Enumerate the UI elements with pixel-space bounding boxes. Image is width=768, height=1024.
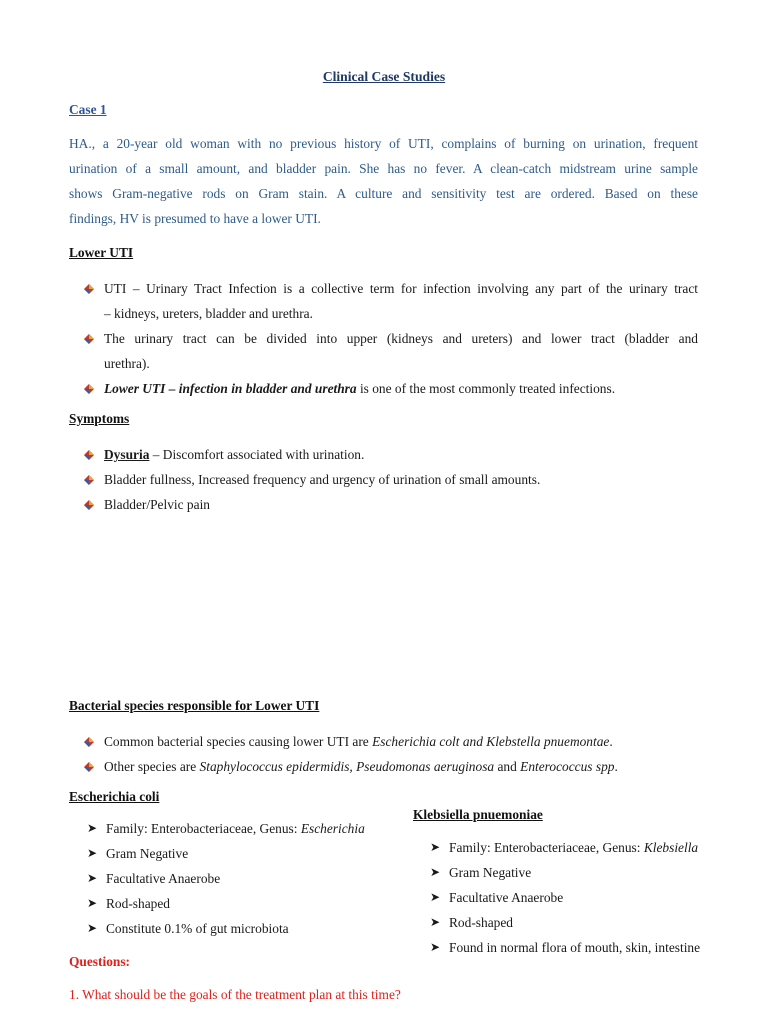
bullet-text: is one of the most commonly treated infections.: [356, 381, 616, 396]
ecoli-heading: Escherichia coli: [69, 789, 160, 804]
case-line: urination of a small amount, and bladder pain. She has no fever. A clean-catch midstream urine sample: [69, 161, 698, 176]
arrowhead-bullet-icon: ➤: [86, 871, 98, 885]
arrowhead-bullet-icon: ➤: [86, 896, 98, 910]
bullet-text: Facultative Anaerobe: [106, 871, 221, 886]
species-names: Staphylococcus epidermidis, Pseudomonas aeruginosa: [199, 759, 495, 774]
arrowhead-bullet-icon: ➤: [429, 840, 441, 854]
lower-uti-definition: Lower UTI – infection in bladder and urethra: [104, 381, 357, 396]
question-1: 1. What should be the goals of the treatment plan at this time?: [69, 987, 401, 1002]
arrowhead-bullet-icon: ➤: [429, 865, 441, 879]
bullet-text: .: [609, 734, 613, 749]
bullet-text: Rod-shaped: [106, 896, 170, 911]
arrowhead-bullet-icon: ➤: [429, 890, 441, 904]
questions-heading: Questions:: [69, 954, 131, 969]
diamond-bullet-icon: [84, 384, 94, 394]
bullet-text: Bladder/Pelvic pain: [104, 497, 210, 512]
klebsiella-heading: Klebsiella pnuemoniae: [413, 807, 543, 822]
bullet-text: – Discomfort associated with urination.: [149, 447, 365, 462]
bullet-text: Found in normal flora of mouth, skin, intestine: [449, 940, 701, 955]
bullet-text: Facultative Anaerobe: [449, 890, 564, 905]
diamond-bullet-icon: [84, 284, 94, 294]
genus-name: Klebsiella: [643, 840, 699, 855]
diamond-bullet-icon: [84, 500, 94, 510]
bullet-text: Constitute 0.1% of gut microbiota: [106, 921, 289, 936]
case-description: [69, 131, 698, 231]
bullet-text: UTI – Urinary Tract Infection is a collective term for infection involving any part of the urinary tract: [104, 281, 698, 296]
symptom-term: Dysuria: [104, 447, 150, 462]
symptoms-heading: Symptoms: [69, 411, 130, 426]
arrowhead-bullet-icon: ➤: [429, 940, 441, 954]
case-line: findings, HV is presumed to have a lower UTI.: [69, 211, 321, 226]
species-names: Enterococcus spp: [520, 759, 615, 774]
diamond-bullet-icon: [84, 334, 94, 344]
lower-uti-heading: Lower UTI: [69, 245, 134, 260]
diamond-bullet-icon: [84, 450, 94, 460]
species-names: Escherichia colt and Klebstella pnuemontae: [372, 734, 610, 749]
bullet-text: and: [494, 759, 521, 774]
arrowhead-bullet-icon: ➤: [86, 921, 98, 935]
case-line: shows Gram-negative rods on Gram stain. A culture and sensitivity test are ordered. Based on these: [69, 186, 698, 201]
bullet-text: Other species are: [104, 759, 200, 774]
bullet-text: Family: Enterobacteriaceae, Genus:: [106, 821, 301, 836]
diamond-bullet-icon: [84, 475, 94, 485]
arrowhead-bullet-icon: ➤: [86, 846, 98, 860]
bullet-text: The urinary tract can be divided into upper (kidneys and ureters) and lower tract (bladder and: [104, 331, 698, 346]
bullet-text: .: [614, 759, 618, 774]
bullet-text: Common bacterial species causing lower UTI are: [104, 734, 373, 749]
diamond-bullet-icon: [84, 762, 94, 772]
bullet-text: Gram Negative: [106, 846, 189, 861]
diamond-bullet-icon: [84, 737, 94, 747]
case-heading: Case 1: [69, 102, 107, 117]
bullet-text: urethra).: [104, 356, 150, 371]
bullet-text: Family: Enterobacteriaceae, Genus:: [449, 840, 644, 855]
genus-name: Escherichia: [300, 821, 365, 836]
page-title: Clinical Case Studies: [322, 69, 446, 84]
bullet-text: Rod-shaped: [449, 915, 513, 930]
bacteria-heading: Bacterial species responsible for Lower UTI: [69, 698, 320, 713]
arrowhead-bullet-icon: ➤: [86, 821, 98, 835]
bullet-text: – kidneys, ureters, bladder and urethra.: [104, 306, 313, 321]
case-line: HA., a 20-year old woman with no previous history of UTI, complains of burning on urination, frequent: [69, 136, 698, 151]
bullet-text: Gram Negative: [449, 865, 532, 880]
bullet-text: Bladder fullness, Increased frequency and urgency of urination of small amounts.: [104, 472, 541, 487]
arrowhead-bullet-icon: ➤: [429, 915, 441, 929]
